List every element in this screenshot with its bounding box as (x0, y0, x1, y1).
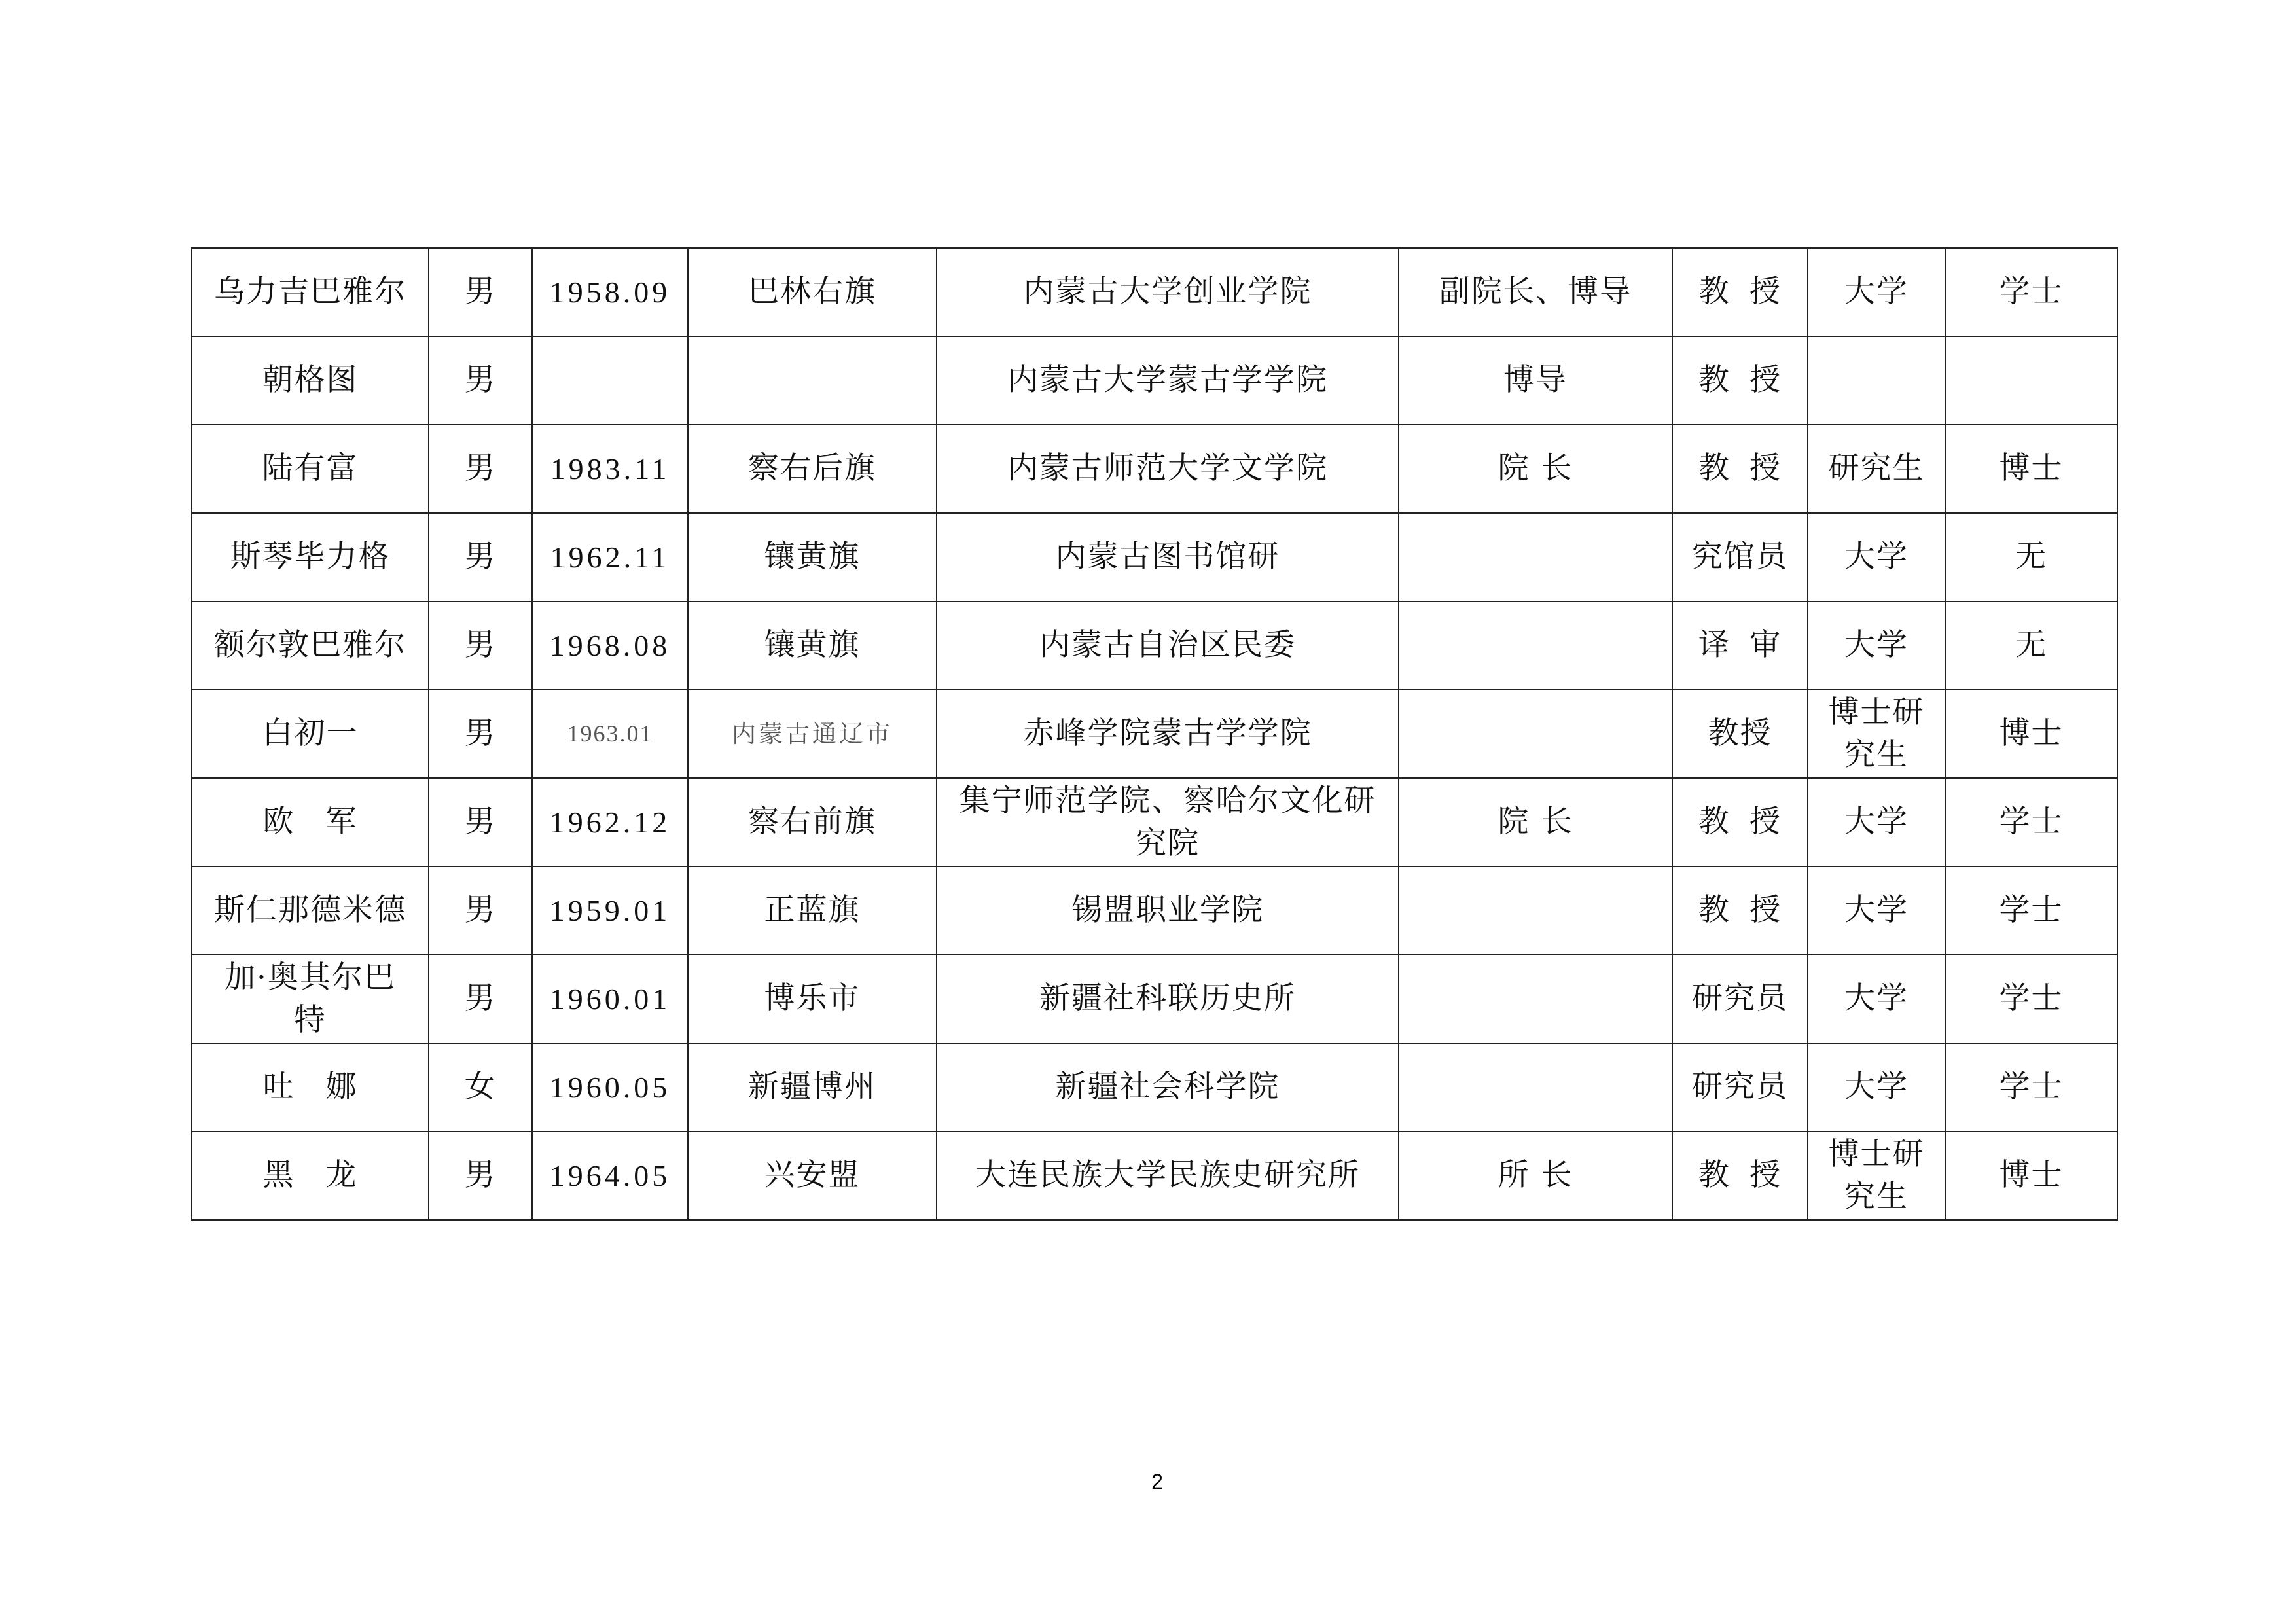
gender-cell: 男 (429, 1132, 532, 1220)
degree-cell: 无 (1945, 513, 2117, 601)
workplace-cell: 大连民族大学民族史研究所 (937, 1132, 1399, 1220)
gender-cell: 男 (429, 336, 532, 425)
table-row (192, 425, 2117, 513)
education-cell: 大学 (1808, 601, 1945, 690)
birthplace-cell: 镶黄旗 (688, 513, 937, 601)
gender-cell: 男 (429, 513, 532, 601)
degree-cell: 博士 (1945, 690, 2117, 778)
position-cell (1399, 601, 1672, 690)
name-cell: 乌力吉巴雅尔 (192, 248, 429, 336)
birth-date-cell: 1964.05 (532, 1132, 688, 1220)
name-cell: 吐 娜 (192, 1043, 429, 1132)
education-cell: 大学 (1808, 778, 1945, 866)
degree-cell: 学士 (1945, 248, 2117, 336)
gender-cell: 男 (429, 955, 532, 1043)
education-cell: 博士研究生 (1808, 1132, 1945, 1220)
birthplace-cell: 察右前旗 (688, 778, 937, 866)
gender-cell: 男 (429, 425, 532, 513)
personnel-table (191, 247, 2118, 1221)
name-cell: 额尔敦巴雅尔 (192, 601, 429, 690)
workplace-cell: 赤峰学院蒙古学学院 (937, 690, 1399, 778)
degree-cell: 博士 (1945, 425, 2117, 513)
position-cell: 博导 (1399, 336, 1672, 425)
professional-title-cell: 究馆员 (1672, 513, 1808, 601)
workplace-cell: 内蒙古大学创业学院 (937, 248, 1399, 336)
professional-title-cell: 研究员 (1672, 1043, 1808, 1132)
birth-date-cell: 1958.09 (532, 248, 688, 336)
birth-date-cell: 1960.01 (532, 955, 688, 1043)
workplace-cell: 集宁师范学院、察哈尔文化研究院 (937, 778, 1399, 866)
workplace-cell: 新疆社科联历史所 (937, 955, 1399, 1043)
workplace-cell: 内蒙古大学蒙古学学院 (937, 336, 1399, 425)
position-cell: 所 长 (1399, 1132, 1672, 1220)
name-cell: 朝格图 (192, 336, 429, 425)
education-cell: 研究生 (1808, 425, 1945, 513)
birth-date-cell: 1962.11 (532, 513, 688, 601)
degree-cell: 学士 (1945, 866, 2117, 955)
education-cell: 大学 (1808, 866, 1945, 955)
professional-title-cell: 教授 (1672, 690, 1808, 778)
birth-date-cell: 1963.01 (532, 690, 688, 778)
name-cell: 陆有富 (192, 425, 429, 513)
education-cell (1808, 336, 1945, 425)
birth-date-cell: 1960.05 (532, 1043, 688, 1132)
position-cell (1399, 513, 1672, 601)
degree-cell: 无 (1945, 601, 2117, 690)
personnel-table-body (192, 248, 2117, 1220)
table-row (192, 248, 2117, 336)
table-row (192, 778, 2117, 866)
table-row (192, 601, 2117, 690)
education-cell: 大学 (1808, 955, 1945, 1043)
table-row (192, 1132, 2117, 1220)
professional-title-cell: 教 授 (1672, 425, 1808, 513)
birth-date-cell (532, 336, 688, 425)
table-row (192, 513, 2117, 601)
education-cell: 博士研究生 (1808, 690, 1945, 778)
birthplace-cell: 博乐市 (688, 955, 937, 1043)
table-row (192, 866, 2117, 955)
name-cell: 黑 龙 (192, 1132, 429, 1220)
birthplace-cell: 新疆博州 (688, 1043, 937, 1132)
degree-cell: 学士 (1945, 1043, 2117, 1132)
name-cell: 加·奥其尔巴特 (192, 955, 429, 1043)
gender-cell: 男 (429, 866, 532, 955)
degree-cell: 学士 (1945, 955, 2117, 1043)
professional-title-cell: 教 授 (1672, 336, 1808, 425)
name-cell: 斯仁那德米德 (192, 866, 429, 955)
birth-date-cell: 1983.11 (532, 425, 688, 513)
workplace-cell: 新疆社会科学院 (937, 1043, 1399, 1132)
degree-cell: 博士 (1945, 1132, 2117, 1220)
gender-cell: 男 (429, 601, 532, 690)
position-cell: 院 长 (1399, 778, 1672, 866)
workplace-cell: 锡盟职业学院 (937, 866, 1399, 955)
position-cell (1399, 690, 1672, 778)
birthplace-cell (688, 336, 937, 425)
birthplace-cell: 正蓝旗 (688, 866, 937, 955)
position-cell (1399, 955, 1672, 1043)
gender-cell: 女 (429, 1043, 532, 1132)
birth-date-cell: 1959.01 (532, 866, 688, 955)
degree-cell (1945, 336, 2117, 425)
professional-title-cell: 教 授 (1672, 248, 1808, 336)
workplace-cell: 内蒙古图书馆研 (937, 513, 1399, 601)
table-row (192, 955, 2117, 1043)
birthplace-cell: 内蒙古通辽市 (688, 690, 937, 778)
name-cell: 白初一 (192, 690, 429, 778)
gender-cell: 男 (429, 690, 532, 778)
gender-cell: 男 (429, 248, 532, 336)
professional-title-cell: 研究员 (1672, 955, 1808, 1043)
position-cell (1399, 866, 1672, 955)
page-number: 2 (1151, 1470, 1163, 1493)
workplace-cell: 内蒙古师范大学文学院 (937, 425, 1399, 513)
professional-title-cell: 教 授 (1672, 1132, 1808, 1220)
education-cell: 大学 (1808, 248, 1945, 336)
table-row (192, 1043, 2117, 1132)
professional-title-cell: 教 授 (1672, 866, 1808, 955)
birthplace-cell: 巴林右旗 (688, 248, 937, 336)
position-cell: 副院长、博导 (1399, 248, 1672, 336)
name-cell: 斯琴毕力格 (192, 513, 429, 601)
birthplace-cell: 察右后旗 (688, 425, 937, 513)
workplace-cell: 内蒙古自治区民委 (937, 601, 1399, 690)
table-row (192, 336, 2117, 425)
education-cell: 大学 (1808, 513, 1945, 601)
position-cell: 院 长 (1399, 425, 1672, 513)
professional-title-cell: 教 授 (1672, 778, 1808, 866)
education-cell: 大学 (1808, 1043, 1945, 1132)
birthplace-cell: 镶黄旗 (688, 601, 937, 690)
degree-cell: 学士 (1945, 778, 2117, 866)
professional-title-cell: 译 审 (1672, 601, 1808, 690)
birth-date-cell: 1962.12 (532, 778, 688, 866)
birthplace-cell: 兴安盟 (688, 1132, 937, 1220)
position-cell (1399, 1043, 1672, 1132)
name-cell: 欧 军 (192, 778, 429, 866)
table-row (192, 690, 2117, 778)
gender-cell: 男 (429, 778, 532, 866)
birth-date-cell: 1968.08 (532, 601, 688, 690)
